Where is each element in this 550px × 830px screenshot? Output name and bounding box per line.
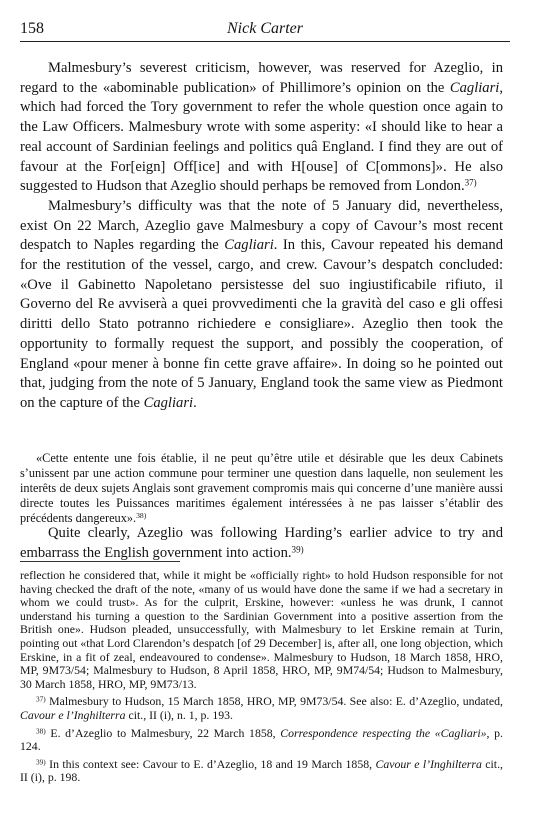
running-head-title: Nick Carter (227, 20, 303, 37)
body-text (20, 59, 503, 414)
footnote-continuation: reflection he considered that, while it might be «officially right» to hold Hudson responsible for not having checked the draft of the note, «many of us would have done the same if we had a secretary in whom we could trust». As for the culprit, Erskine, however: «unless he was drunk, I cannot understand his turning a question to the Sardinian Government into a positive assertion from the British one». Hudson pleaded, unsuccessfully, with Malmesbury to let Erskine remain at Turin, pointing out «that Lord Clarendon’s despatch [of 29 December] is, after all, one long objection, which Erskine, in a fit of zeal, endeavoured to condense». Malmesbury to Hudson, 18 March 1858, HRO, MP, 9M73/54; Malmesbury to Hudson, 8 April 1858, HRO, MP, 9M74/54; Hudson to Malmesbury, 30 March 1858, HRO, MP, 9M73/13. (20, 568, 503, 691)
footnote-39: $^{39)}$ In this context see: Cavour to E. d’Azeglio, 18 and 19 March 1858, Cavour e l’Inghilterra cit., II (i), p. 198. (20, 756, 503, 785)
footnote-rule (20, 561, 180, 562)
footnote-ref-37: 37) (464, 177, 477, 188)
paragraph-1: Malmesbury’s severest criticism, however, was reserved for Azeglio, in regard to the «abominable publication» of Phillimore’s opinion on the Cagliari, which had forced the Tory government to refer the whole question once again to the Law Officers. Malmesbury wrote with some asperity: «I should like to hear a real account of Sardinian feelings and politics quâ England. I find they are out of favour at the For[eign] Off[ice] and with H[ouse] of C[ommons]». He also suggested to Hudson that Azeglio should perhaps be removed from London.$^{37)}$ (20, 60, 503, 195)
running-header (20, 18, 510, 40)
header-rule (20, 41, 510, 42)
footnotes (20, 569, 503, 789)
closing-paragraph: Quite clearly, Azeglio was following Harding’s earlier advice to try and embarrass the English government into action.$^{39)}$ (20, 525, 503, 561)
footnote-ref-39: 39) (291, 544, 304, 555)
footnote-38: $^{38)}$ E. d’Azeglio to Malmesbury, 22 March 1858, Correspondence respecting the «Cagliari», p. 124. (20, 725, 503, 754)
page-number: 158 (20, 20, 44, 37)
paragraph-2: Malmesbury’s difficulty was that the note of 5 January did, nevertheless, exist On 22 March, Azeglio gave Malmesbury a copy of Cavour’s most recent despatch to Naples regarding the Cagliari. In this, Cavour repeated his demand for the restitution of the vessel, cargo, and crew. Cavour’s despatch concluded: «Ove il Gabinetto Napoletano persistesse del suo ingiustificabile rifiuto, il Governo del Re avviserà a quei provvedimenti che la gravità del caso e gli offesi diritti dello Stato potranno richiedere e consigliare». Azeglio then took the opportunity to formally request the support, and possibly the cooperation, of England «pour mener à bonne fin cette grave affaire». In doing so he pointed out that, judging from the note of 5 January, England took the same view as Piedmont on the capture of the Cagliari. (20, 197, 504, 411)
footnote-37: $^{37)}$ Malmesbury to Hudson, 15 March 1858, HRO, MP, 9M73/54. See also: E. d’Azeglio, undated, Cavour e l’Inghilterra cit., II (i), n. 1, p. 193. (20, 694, 503, 722)
block-quote: «Cette entente une fois établie, il ne peut qu’être utile et désirable que les deux Cabinets s’unissent par une action commune pour terminer une question dans laquelle, non seulement les interêts de deux sujets Anglais sont gravement compromis mais qui concerne d’une manière aussi directe toutes les Puissances maritimes également intéressées à ne pas laisser s’établir des précédents dangereux».$^{38)}$ (20, 451, 503, 526)
footnote-ref-38: 38) (136, 511, 147, 521)
